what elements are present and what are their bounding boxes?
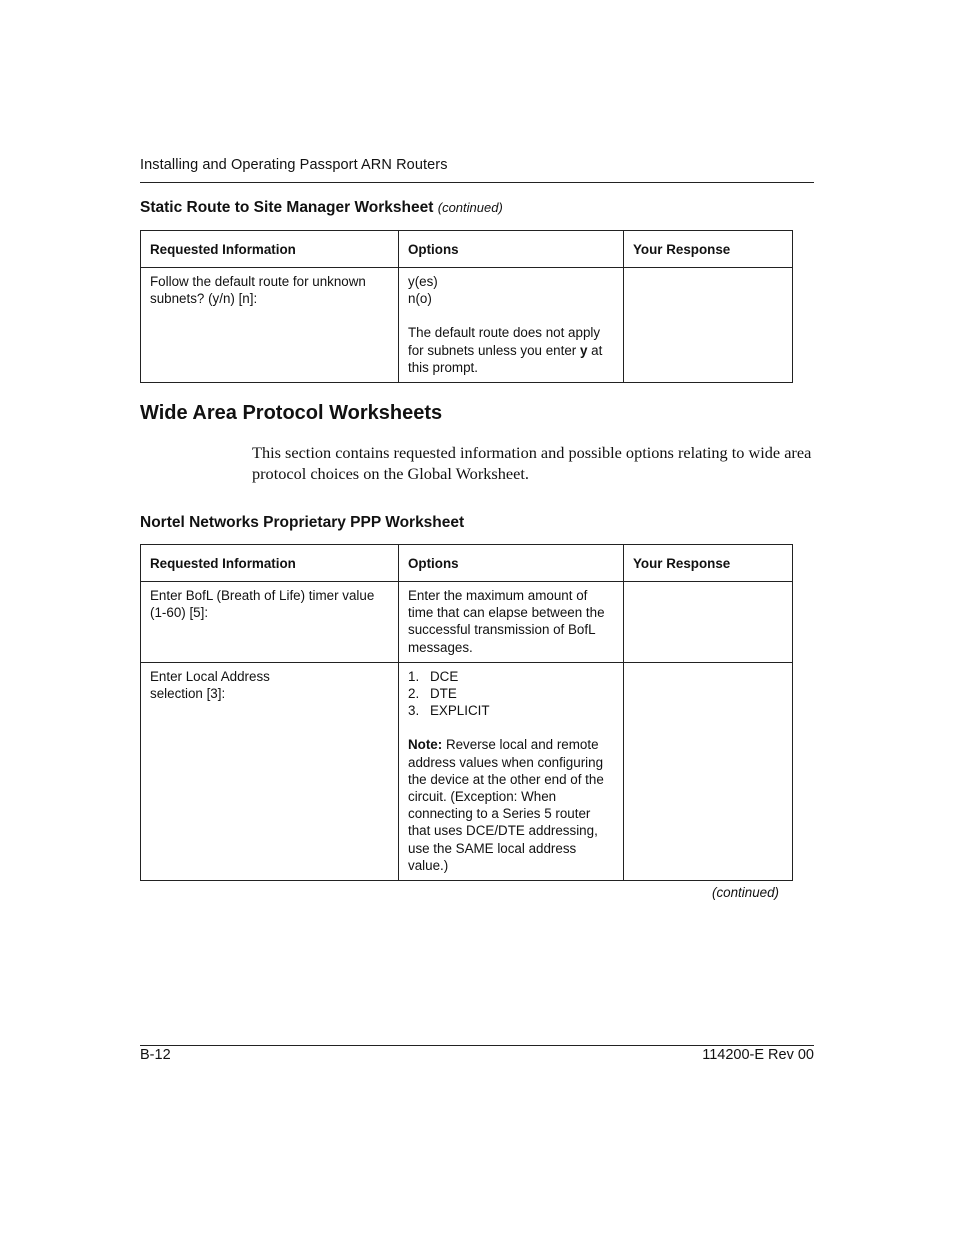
list-item-number: 2.: [408, 686, 420, 702]
static-route-table-caption: [140, 199, 503, 217]
list-item: [408, 668, 615, 685]
header-rule: [140, 182, 814, 183]
static-route-caption-continued: (continued): [437, 200, 503, 215]
note-label: Note:: [408, 737, 443, 753]
options-cell: Enter the maximum amount of time that can elapse between the successful transmission of BofL messages.: [399, 582, 624, 663]
options-cell: [399, 662, 624, 880]
column-header-your-response: Your Response: [624, 231, 793, 268]
section-intro-paragraph: This section contains requested information and possible options relating to wide area protocol choices on the Global Worksheet.: [252, 443, 812, 483]
option-note-bold: y: [579, 342, 588, 358]
table-row: [141, 662, 793, 880]
table-row: [141, 582, 793, 663]
option-note-pre: The default route does not apply for subnets unless you enter: [408, 325, 601, 358]
running-header-title: Installing and Operating Passport ARN Routers: [140, 157, 448, 173]
ppp-table: [140, 544, 793, 881]
document-id: 114200-E Rev 00: [702, 1047, 814, 1063]
list-item-text: DCE: [430, 668, 459, 684]
column-header-options: Options: [399, 545, 624, 582]
requested-info-cell: Enter BofL (Breath of Life) timer value (1-60) [5]:: [141, 582, 399, 663]
requested-info-line-2: selection [3]:: [150, 686, 226, 702]
your-response-cell[interactable]: [624, 268, 793, 383]
list-item-text: EXPLICIT: [430, 703, 490, 719]
option-note-post: at this prompt.: [408, 342, 603, 375]
page-number: B-12: [140, 1047, 171, 1063]
column-header-requested-information: Requested Information: [141, 545, 399, 582]
list-item-text: DTE: [430, 686, 457, 702]
options-cell: [399, 268, 624, 383]
list-item-number: 1.: [408, 668, 420, 684]
list-item: [408, 702, 615, 719]
requested-info-cell: Follow the default route for unknown subnets? (y/n) [n]:: [141, 268, 399, 383]
your-response-cell[interactable]: [624, 582, 793, 663]
table-header-row: [141, 231, 793, 268]
option-note: [408, 736, 615, 874]
column-header-your-response: Your Response: [624, 545, 793, 582]
ppp-table-caption: Nortel Networks Proprietary PPP Worksheet: [140, 514, 465, 531]
requested-info-line-1: Enter Local Address: [150, 668, 270, 684]
option-note: [408, 324, 615, 376]
table-header-row: [141, 545, 793, 582]
list-item-number: 3.: [408, 703, 420, 719]
list-item: [408, 685, 615, 702]
section-heading: Wide Area Protocol Worksheets: [140, 402, 443, 424]
table-row: [141, 268, 793, 383]
static-route-caption-text: Static Route to Site Manager Worksheet: [140, 199, 434, 216]
table-continued-note: (continued): [712, 885, 779, 900]
option-yes: y(es): [408, 274, 438, 289]
note-text: Reverse local and remote address values when configuring the device at the other end of the circuit. (Exception: When connecting to a Series 5 router that uses DCE/DTE addressing, use the SAME local address value.): [408, 737, 604, 873]
footer-rule: [140, 1045, 814, 1046]
option-no: n(o): [408, 291, 432, 307]
column-header-options: Options: [399, 231, 624, 268]
your-response-cell[interactable]: [624, 662, 793, 880]
requested-info-cell: [141, 662, 399, 880]
column-header-requested-information: Requested Information: [141, 231, 399, 268]
static-route-table: [140, 230, 793, 383]
